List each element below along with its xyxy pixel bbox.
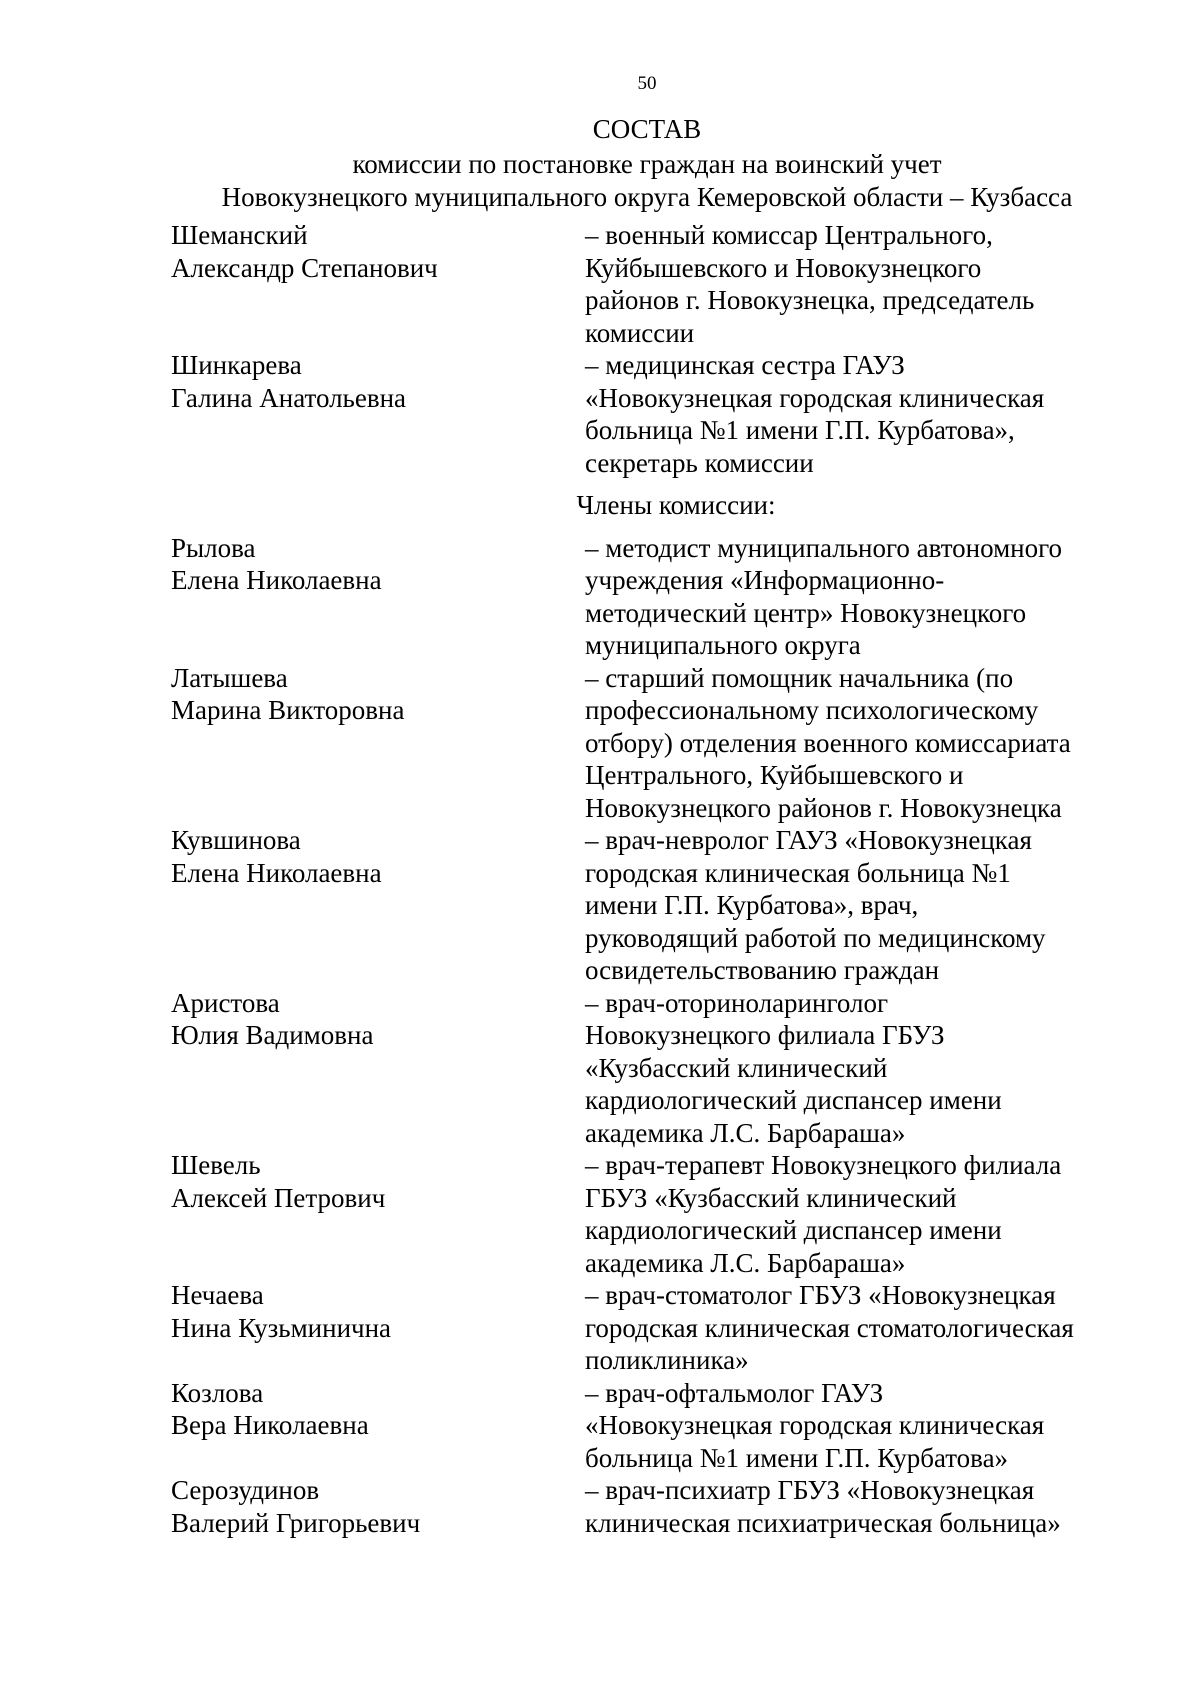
member-name [171, 987, 585, 1150]
member-given-names: Елена Николаевна [171, 565, 382, 595]
page-number: 50 [637, 73, 657, 94]
document-subtitle-line-1: комиссии по постановке граждан на воинский учет [352, 149, 942, 179]
member-surname: Латышева [171, 662, 288, 693]
member-entry [171, 1377, 1121, 1475]
member-name [171, 1474, 585, 1539]
member-given-names: Валерий Григорьевич [171, 1507, 421, 1538]
member-given-names: Вера Николаевна [171, 1410, 369, 1440]
member-role-line: методический центр» Новокузнецкого [585, 597, 1027, 628]
member-name [171, 349, 585, 479]
member-role-line: – старший помощник начальника (по [585, 662, 1014, 693]
member-given-names: Юлия Вадимовна [171, 1020, 374, 1050]
members-heading: Члены комиссии: [576, 490, 776, 520]
member-name [171, 824, 585, 987]
member-role [585, 532, 1121, 662]
members-list [171, 532, 1121, 1540]
member-role-line: кардиологический диспансер имени [585, 1085, 1002, 1115]
member-role [585, 824, 1121, 987]
member-role-line: поликлиника» [585, 1345, 749, 1375]
member-given-names: Александр Степанович [171, 252, 438, 283]
member-surname: Нечаева [171, 1280, 264, 1310]
member-role-line: секретарь комиссии [585, 447, 814, 478]
member-role-line: – врач-невролог ГАУЗ «Новокузнецкая [585, 825, 1032, 855]
member-role-line: профессиональному психологическому [585, 695, 1039, 725]
member-role [585, 1279, 1121, 1377]
member-role [585, 1474, 1121, 1539]
member-role-line: городская клиническая стоматологическая [585, 1312, 1074, 1343]
member-surname: Кувшинова [171, 825, 301, 855]
member-role-line: больница №1 имени Г.П. Курбатова» [585, 1442, 1009, 1473]
member-given-names: Нина Кузьминична [171, 1312, 392, 1343]
member-entry [171, 1279, 1121, 1377]
member-role-line: – врач-психиатр ГБУЗ «Новокузнецкая [585, 1475, 1035, 1505]
member-entry [171, 532, 1121, 662]
member-role-line: клиническая психиатрическая больница» [585, 1507, 1061, 1538]
member-surname: Шеманский [171, 220, 308, 250]
member-entry [171, 1474, 1121, 1539]
member-role-line: академика Л.С. Барбараша» [585, 1117, 906, 1148]
member-role-line: муниципального округа [585, 630, 861, 660]
member-role-line: имени Г.П. Курбатова», врач, [585, 890, 919, 920]
member-role-line: Куйбышевского и Новокузнецкого [585, 252, 982, 283]
member-role-line: освидетельствованию граждан [585, 955, 940, 985]
member-role-line: – медицинская сестра ГАУЗ [585, 350, 905, 380]
member-role-line: «Новокузнецкая городская клиническая [585, 1410, 1045, 1440]
member-role-line: городская клиническая больница №1 [585, 857, 1011, 888]
member-role-line: академика Л.С. Барбараша» [585, 1247, 906, 1278]
member-role [585, 219, 1121, 349]
member-role-line: ГБУЗ «Кузбасский клинический [585, 1182, 957, 1213]
member-given-names: Марина Викторовна [171, 695, 405, 725]
member-role-line: учреждения «Информационно- [585, 565, 945, 595]
member-surname: Шинкарева [171, 350, 302, 380]
member-surname: Козлова [171, 1377, 264, 1408]
member-role-line: «Кузбасский клинический [585, 1052, 888, 1083]
member-role [585, 987, 1121, 1150]
member-role-line: комиссии [585, 317, 695, 348]
member-role-line: – врач-оториноларинголог [585, 987, 889, 1018]
member-role [585, 349, 1121, 479]
member-given-names: Елена Николаевна [171, 857, 382, 888]
member-role-line: «Новокузнецкая городская клиническая [585, 382, 1045, 413]
member-entry [171, 987, 1121, 1150]
member-name [171, 1279, 585, 1377]
member-entry [171, 662, 1121, 825]
document-title: СОСТАВ [592, 114, 702, 144]
member-role [585, 662, 1121, 825]
member-role-line: отбору) отделения военного комиссариата [585, 727, 1071, 758]
member-role-line: – методист муниципального автономного [585, 532, 1063, 563]
member-surname: Шевель [171, 1150, 261, 1180]
document-subtitle-line-2: Новокузнецкого муниципального округа Кемеровской области – Кузбасса [221, 182, 1073, 212]
member-name [171, 1149, 585, 1279]
member-surname: Рылова [171, 532, 256, 563]
commission-roster [171, 219, 1121, 1539]
member-surname: Серозудинов [171, 1475, 320, 1505]
member-entry [171, 824, 1121, 987]
member-role-line: руководящий работой по медицинскому [585, 922, 1046, 953]
member-role-line: – врач-терапевт Новокузнецкого филиала [585, 1150, 1062, 1180]
member-name [171, 219, 585, 349]
member-name [171, 662, 585, 825]
member-entry [171, 349, 1121, 479]
member-role-line: – врач-офтальмолог ГАУЗ [585, 1377, 884, 1408]
member-entry [171, 219, 1121, 349]
member-role-line: Центрального, Куйбышевского и [585, 760, 964, 790]
member-role-line: Новокузнецкого районов г. Новокузнецка [585, 792, 1062, 823]
member-role [585, 1149, 1121, 1279]
member-role-line: больница №1 имени Г.П. Курбатова», [585, 415, 1015, 445]
member-role-line: – врач-стоматолог ГБУЗ «Новокузнецкая [585, 1280, 1056, 1310]
member-name [171, 1377, 585, 1475]
member-entry [171, 1149, 1121, 1279]
member-role-line: кардиологический диспансер имени [585, 1215, 1002, 1245]
member-role-line: – военный комиссар Центрального, [585, 220, 993, 250]
member-role-line: Новокузнецкого филиала ГБУЗ [585, 1020, 945, 1050]
leaders-list [171, 219, 1121, 479]
member-given-names: Алексей Петрович [171, 1182, 386, 1213]
member-given-names: Галина Анатольевна [171, 382, 407, 413]
member-surname: Аристова [171, 987, 280, 1018]
member-role-line: районов г. Новокузнецка, председатель [585, 285, 1035, 315]
member-name [171, 532, 585, 662]
member-role [585, 1377, 1121, 1475]
